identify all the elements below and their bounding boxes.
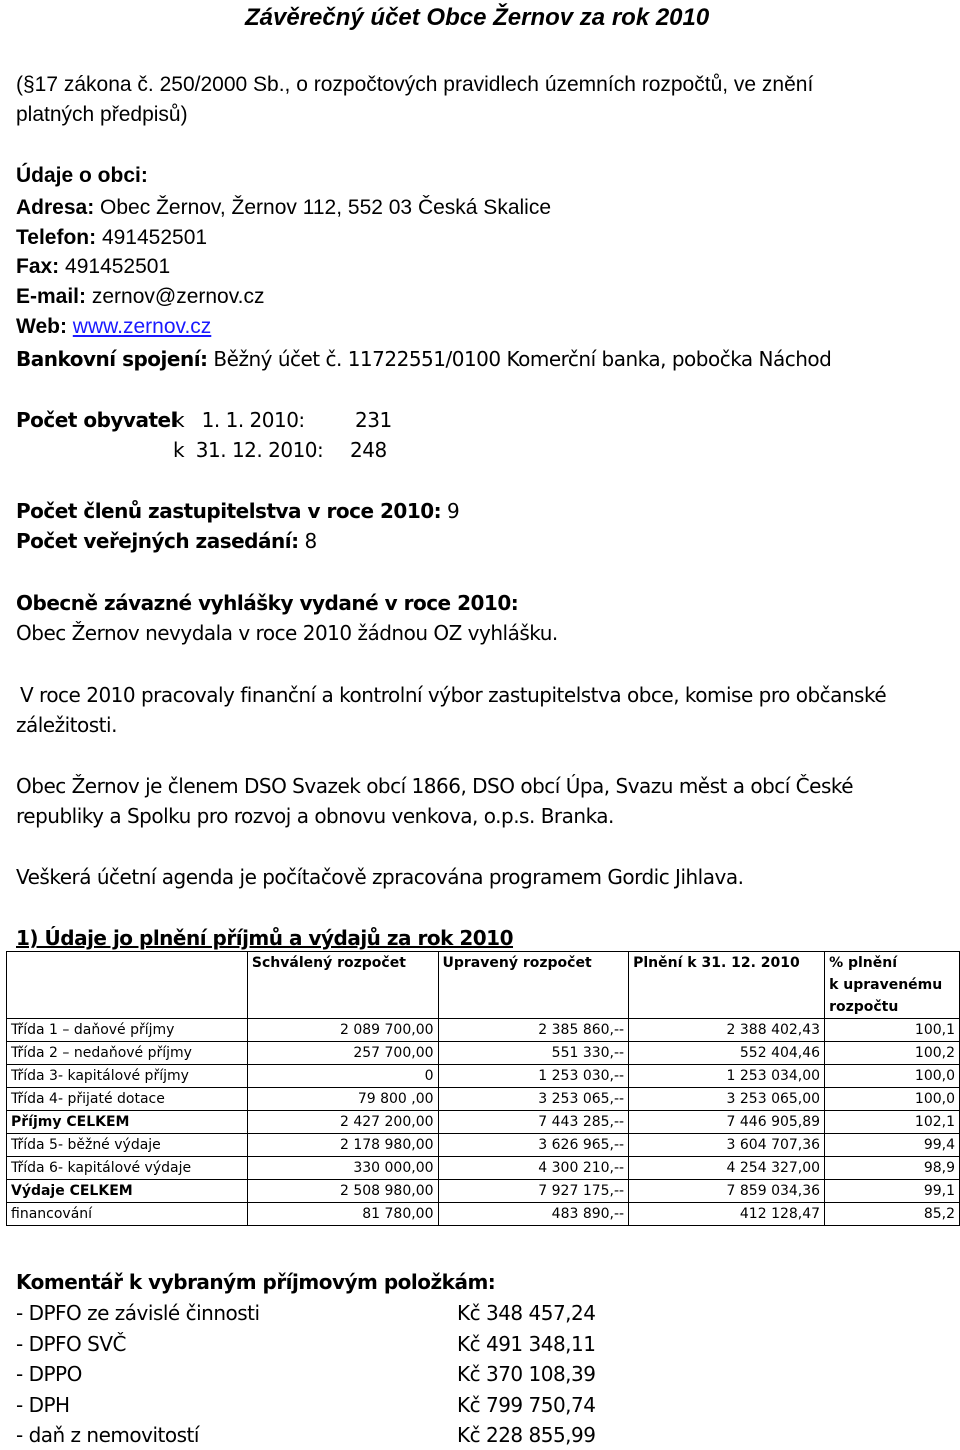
web-row xyxy=(16,315,211,339)
fax-row xyxy=(16,255,170,279)
council-meetings-value: 8 xyxy=(304,529,317,553)
comment-item-value: Kč 228 855,99 xyxy=(457,1423,596,1447)
address-value: Obec Žernov, Žernov 112, 552 03 Česká Skalice xyxy=(100,196,552,219)
table-row xyxy=(7,1134,960,1157)
row-approved: 2 089 700,00 xyxy=(247,1019,438,1042)
comment-item-label: - DPH xyxy=(16,1392,70,1417)
table-row xyxy=(7,1157,960,1180)
row-approved: 2 508 980,00 xyxy=(247,1180,438,1203)
row-approved: 2 178 980,00 xyxy=(247,1134,438,1157)
address-row xyxy=(16,196,551,220)
comment-item-label: - DPFO SVČ xyxy=(16,1331,126,1356)
row-label: Třída 2 – nedaňové příjmy xyxy=(7,1042,248,1065)
row-label: Třída 3- kapitálové příjmy xyxy=(7,1065,248,1088)
row-percent: 85,2 xyxy=(825,1203,960,1226)
table-row xyxy=(7,1065,960,1088)
row-actual: 552 404,46 xyxy=(629,1042,825,1065)
header-percent-line2: k upravenému xyxy=(829,977,943,993)
row-percent: 100,0 xyxy=(825,1065,960,1088)
row-approved: 330 000,00 xyxy=(247,1157,438,1180)
row-label: Výdaje CELKEM xyxy=(7,1180,248,1203)
population-label: Počet obyvatel xyxy=(16,408,177,432)
comment-heading: Komentář k vybraným příjmovým položkám: xyxy=(16,1270,496,1294)
row-label: Třída 1 – daňové příjmy xyxy=(7,1019,248,1042)
comment-item-label: - DPPO xyxy=(16,1362,82,1386)
committees-line2: záležitosti. xyxy=(16,713,117,737)
row-percent: 100,1 xyxy=(825,1019,960,1042)
row-label: Příjmy CELKEM xyxy=(7,1111,248,1134)
law-reference-line1: (§17 zákona č. 250/2000 Sb., o rozpočtových pravidlech územních rozpočtů, ve znění xyxy=(16,73,814,96)
fax-value: 491452501 xyxy=(65,255,171,278)
email-value: zernov@zernov.cz xyxy=(91,285,265,308)
row-percent: 98,9 xyxy=(825,1157,960,1180)
row-actual: 1 253 034,00 xyxy=(629,1065,825,1088)
table-row xyxy=(7,1111,960,1134)
phone-row xyxy=(16,226,207,250)
fax-label: Fax: xyxy=(16,255,60,278)
row-actual: 2 388 402,43 xyxy=(629,1019,825,1042)
row-adjusted: 7 927 175,-- xyxy=(438,1180,629,1203)
row-percent: 99,4 xyxy=(825,1134,960,1157)
comment-item-value: Kč 370 108,39 xyxy=(457,1362,596,1386)
table-row xyxy=(7,1088,960,1111)
row-adjusted: 551 330,-- xyxy=(438,1042,629,1065)
law-reference-line2: platných předpisů) xyxy=(16,103,188,126)
row-actual: 3 253 065,00 xyxy=(629,1088,825,1111)
row-approved: 81 780,00 xyxy=(247,1203,438,1226)
row-adjusted: 2 385 860,-- xyxy=(438,1019,629,1042)
council-members-value: 9 xyxy=(447,499,460,523)
table-header-row xyxy=(7,952,960,1019)
row-label: financování xyxy=(7,1203,248,1226)
comment-item-label: - daň z nemovitostí xyxy=(16,1423,199,1447)
web-link[interactable]: www.zernov.cz xyxy=(72,315,212,338)
row-percent: 100,2 xyxy=(825,1042,960,1065)
row-percent: 100,0 xyxy=(825,1088,960,1111)
row-label: Třída 4- přijaté dotace xyxy=(7,1088,248,1111)
budget-table xyxy=(6,951,960,1226)
header-percent xyxy=(825,952,960,1019)
council-members-row xyxy=(16,499,459,523)
header-label-cell xyxy=(7,952,248,1019)
row-adjusted: 4 300 210,-- xyxy=(438,1157,629,1180)
address-label: Adresa: xyxy=(16,196,95,219)
table-row xyxy=(7,1180,960,1203)
table-row xyxy=(7,1019,960,1042)
comment-item-label: - DPFO ze závislé činnosti xyxy=(16,1301,260,1325)
population-date-start: k 1. 1. 2010: xyxy=(173,408,305,432)
population-value-start: 231 xyxy=(355,408,392,432)
document-title: Závěrečný účet Obce Žernov za rok 2010 xyxy=(245,4,710,31)
council-meetings-row xyxy=(16,529,317,553)
dso-line1: Obec Žernov je členem DSO Svazek obcí 1866, DSO obcí Úpa, Svazu měst a obcí České xyxy=(16,774,854,798)
ordinances-text: Obec Žernov nevydala v roce 2010 žádnou OZ vyhlášku. xyxy=(16,621,558,645)
row-actual: 3 604 707,36 xyxy=(629,1134,825,1157)
council-meetings-label: Počet veřejných zasedání: xyxy=(16,529,299,553)
table-row xyxy=(7,1203,960,1226)
bank-value: Běžný účet č. 11722551/0100 Komerční banka, pobočka Náchod xyxy=(213,347,832,371)
row-approved: 79 800 ,00 xyxy=(247,1088,438,1111)
header-actual: Plnění k 31. 12. 2010 xyxy=(629,952,825,1019)
row-label: Třída 6- kapitálové výdaje xyxy=(7,1157,248,1180)
row-actual: 412 128,47 xyxy=(629,1203,825,1226)
row-percent: 102,1 xyxy=(825,1111,960,1134)
dso-line2: republiky a Spolku pro rozvoj a obnovu venkova, o.p.s. Branka. xyxy=(16,804,614,828)
comment-item-value: Kč 799 750,74 xyxy=(457,1392,596,1417)
row-approved: 0 xyxy=(247,1065,438,1088)
population-value-end: 248 xyxy=(350,438,387,462)
bank-row xyxy=(16,347,831,371)
web-label: Web: xyxy=(16,315,67,338)
row-approved: 2 427 200,00 xyxy=(247,1111,438,1134)
row-adjusted: 7 443 285,-- xyxy=(438,1111,629,1134)
row-label: Třída 5- běžné výdaje xyxy=(7,1134,248,1157)
header-percent-line1: % plnění xyxy=(829,955,898,971)
section1-heading: 1) Údaje jo plnění příjmů a výdajů za rok 2010 xyxy=(16,926,514,950)
header-percent-line3: rozpočtu xyxy=(829,999,899,1015)
row-approved: 257 700,00 xyxy=(247,1042,438,1065)
header-approved: Schválený rozpočet xyxy=(247,952,438,1019)
comment-item-value: Kč 491 348,11 xyxy=(457,1331,596,1356)
ordinances-heading: Obecně závazné vyhlášky vydané v roce 2010: xyxy=(16,591,519,615)
row-adjusted: 483 890,-- xyxy=(438,1203,629,1226)
email-label: E-mail: xyxy=(16,285,87,308)
header-adjusted: Upravený rozpočet xyxy=(438,952,629,1019)
row-actual: 7 446 905,89 xyxy=(629,1111,825,1134)
phone-label: Telefon: xyxy=(16,226,97,249)
population-date-end: k 31. 12. 2010: xyxy=(173,438,324,462)
table-row xyxy=(7,1042,960,1065)
info-heading: Údaje o obci: xyxy=(16,164,148,187)
row-percent: 99,1 xyxy=(825,1180,960,1203)
row-adjusted: 3 626 965,-- xyxy=(438,1134,629,1157)
bank-label: Bankovní spojení: xyxy=(16,347,208,371)
phone-value: 491452501 xyxy=(101,226,208,249)
email-row xyxy=(16,285,265,309)
row-adjusted: 1 253 030,-- xyxy=(438,1065,629,1088)
committees-line1: V roce 2010 pracovaly finanční a kontrolní výbor zastupitelstva obce, komise pro občanské xyxy=(20,683,887,707)
comment-item-value: Kč 348 457,24 xyxy=(457,1301,596,1325)
accounting-text: Veškerá účetní agenda je počítačově zpracována programem Gordic Jihlava. xyxy=(16,865,744,889)
row-actual: 4 254 327,00 xyxy=(629,1157,825,1180)
row-actual: 7 859 034,36 xyxy=(629,1180,825,1203)
council-members-label: Počet členů zastupitelstva v roce 2010: xyxy=(16,499,442,523)
row-adjusted: 3 253 065,-- xyxy=(438,1088,629,1111)
